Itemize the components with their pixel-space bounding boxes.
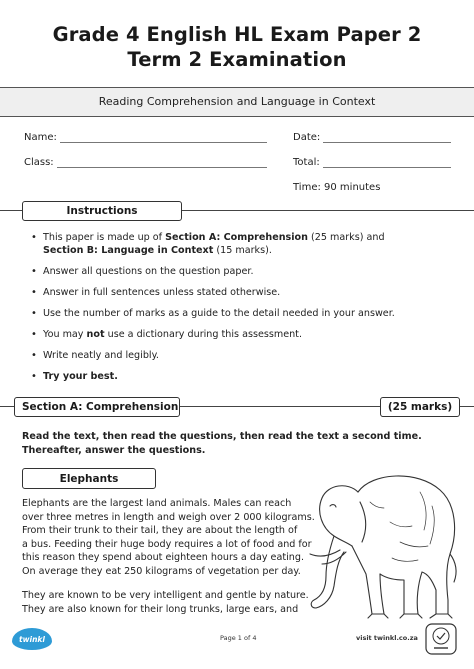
- section-a-marks-text: (25 marks): [387, 401, 453, 413]
- quality-badge-icon: [424, 622, 458, 656]
- instruction-bold: Try your best.: [43, 371, 118, 382]
- intro-line: Thereafter, answer the questions.: [22, 444, 206, 456]
- instruction-item: [30, 286, 450, 299]
- instruction-text: use a dictionary during this assessment.: [104, 329, 302, 340]
- instruction-bold: Section A: Comprehension: [165, 232, 308, 243]
- passage-paragraph-2: [22, 589, 322, 616]
- name-line[interactable]: [60, 133, 267, 143]
- instruction-item: [30, 231, 450, 257]
- section-a-marks: [380, 397, 460, 417]
- instructions-list: [30, 231, 450, 383]
- instructions-heading-text: Instructions: [66, 205, 138, 217]
- paper-subtitle: Reading Comprehension and Language in Context: [98, 95, 376, 108]
- paper-subtitle-band: [0, 87, 474, 117]
- instruction-text: This paper is made up of: [43, 232, 166, 243]
- instruction-item: [30, 349, 450, 362]
- elephant-illustration: [300, 462, 470, 622]
- passage-heading: [22, 468, 156, 489]
- instruction-bold: not: [86, 329, 105, 340]
- class-line[interactable]: [57, 158, 267, 168]
- date-field[interactable]: [293, 132, 451, 143]
- twinkl-logo: [12, 628, 52, 650]
- section-a-heading-text: Section A: Comprehension: [22, 401, 179, 413]
- date-line[interactable]: [323, 133, 451, 143]
- passage-line: a bus. Feeding their huge body requires a lot of food and for: [22, 538, 312, 550]
- instruction-text: You may: [43, 329, 87, 340]
- instruction-text: Write neatly and legibly.: [43, 350, 159, 361]
- instruction-text: Answer all questions on the question paper.: [43, 266, 254, 277]
- time-allowed: Time: 90 minutes: [293, 182, 381, 193]
- total-line[interactable]: [323, 158, 451, 168]
- passage-heading-text: Elephants: [59, 472, 119, 485]
- instruction-item: [30, 265, 450, 278]
- date-label: Date:: [293, 132, 321, 143]
- passage-line: this reason they spend about eighteen hours a day eating.: [22, 552, 304, 563]
- page-subtitle-term: Term 2 Examination: [127, 48, 347, 71]
- website-link[interactable]: visit twinkl.co.za: [356, 634, 418, 642]
- class-field[interactable]: [24, 157, 267, 168]
- passage-paragraph-1: [22, 497, 322, 578]
- instruction-item: [30, 307, 450, 320]
- passage-line: They are also known for their long trunks, large ears, and: [22, 603, 299, 615]
- instruction-text: Answer in full sentences unless stated otherwise.: [43, 287, 281, 298]
- page-number: Page 1 of 4: [220, 634, 257, 642]
- passage-line: From their trunk to their tail, they are about the length of: [22, 525, 298, 536]
- instruction-item: [30, 370, 450, 383]
- passage-line: They are known to be very intelligent and gentle by nature.: [22, 590, 309, 601]
- name-label: Name:: [24, 132, 57, 143]
- section-a-heading: [14, 397, 180, 417]
- instruction-text: Use the number of marks as a guide to the detail needed in your answer.: [43, 308, 395, 319]
- instructions-heading: [22, 201, 182, 221]
- class-label: Class:: [24, 157, 54, 168]
- instruction-text: (15 marks).: [213, 245, 272, 256]
- total-label: Total:: [293, 157, 320, 168]
- brand-text: twinkl: [19, 634, 45, 644]
- section-a-intro: [22, 430, 462, 457]
- name-field[interactable]: [24, 132, 267, 143]
- page-title: Grade 4 English HL Exam Paper 2: [52, 23, 422, 46]
- intro-line: Read the text, then read the questions, then read the text a second time.: [22, 431, 422, 442]
- instruction-text: (25 marks) and: [307, 232, 385, 243]
- passage-line: Elephants are the largest land animals. Males can reach: [22, 498, 292, 509]
- instruction-item: [30, 328, 450, 341]
- instruction-bold: Section B: Language in Context: [43, 245, 214, 256]
- passage-line: over three metres in length and weigh over 2 000 kilograms.: [22, 511, 315, 523]
- passage-line: On average they eat 250 kilograms of vegetation per day.: [22, 565, 301, 577]
- total-field[interactable]: [293, 157, 451, 168]
